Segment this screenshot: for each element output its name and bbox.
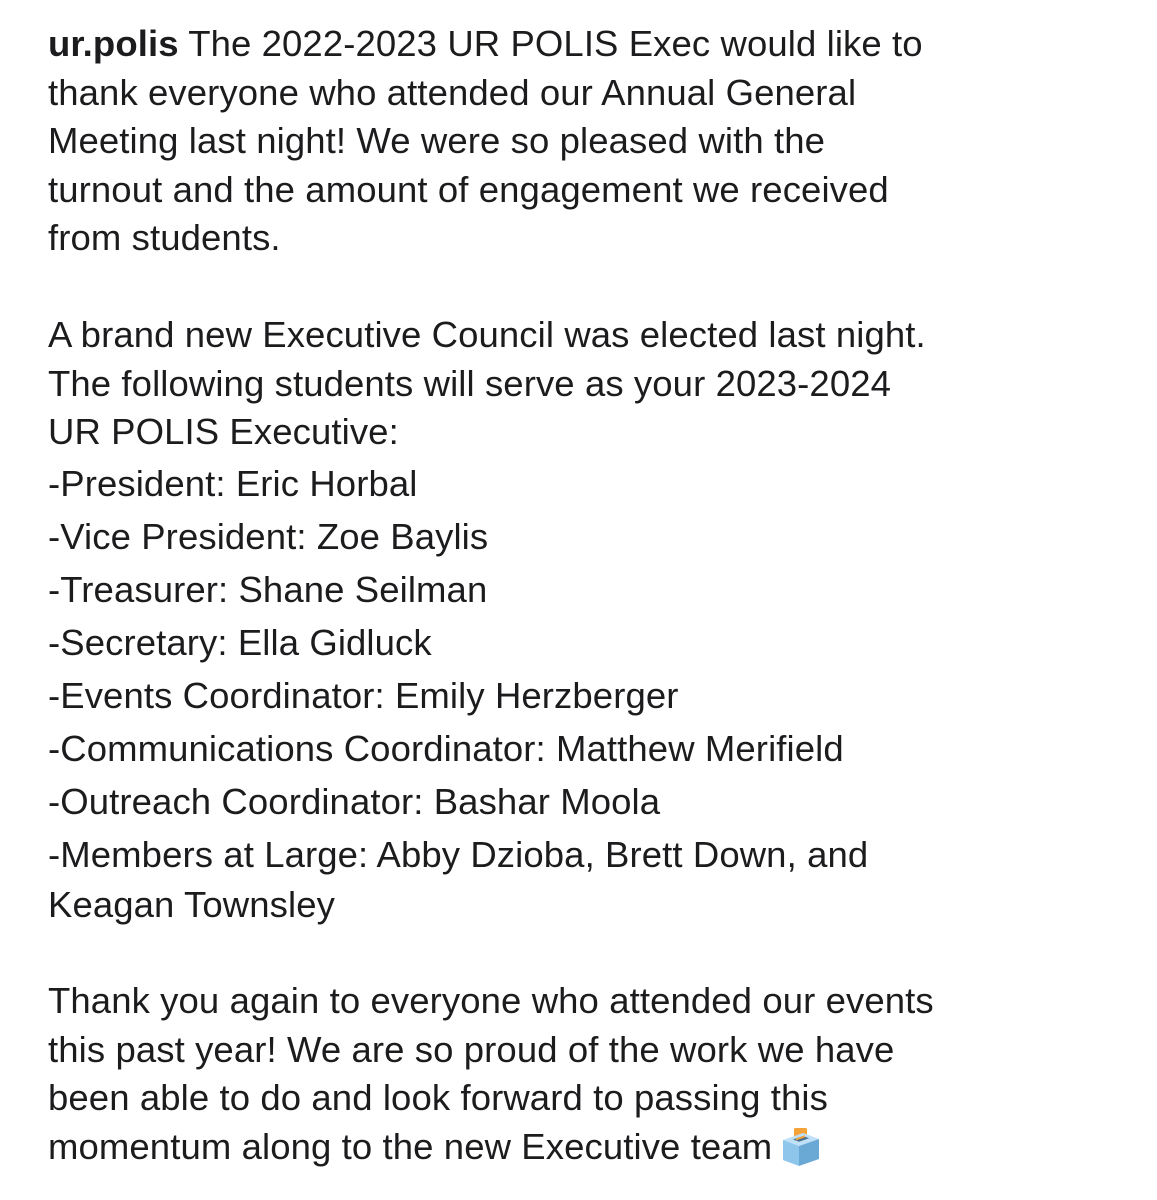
- caption-line: The following students will serve as your 2023-2024: [48, 362, 892, 404]
- username-link[interactable]: ur.polis: [48, 23, 179, 64]
- caption-line: Meeting last night! We were so pleased with the: [48, 120, 826, 161]
- executive-list-item: -Communications Coordinator: Matthew Merifield: [48, 727, 844, 769]
- paragraph-break: [48, 263, 1128, 312]
- caption-line: turnout and the amount of engagement we received: [48, 168, 889, 210]
- caption-line: this past year! We are so proud of the work we have: [48, 1028, 895, 1070]
- caption-line: Thank you again to everyone who attended our events: [48, 980, 934, 1021]
- executive-list-item: -Outreach Coordinator: Bashar Moola: [48, 780, 661, 822]
- caption-line: [48, 20, 1128, 69]
- caption-line: A brand new Executive Council was elected last night.: [48, 314, 926, 355]
- caption-line: been able to do and look forward to passing this: [48, 1077, 828, 1118]
- executive-list-item: -Members at Large: Abby Dzioba, Brett Down, and: [48, 833, 869, 875]
- caption-text: The 2022-2023 UR POLIS Exec would like to: [178, 23, 923, 64]
- executive-list-item: -Vice President: Zoe Baylis: [48, 515, 489, 557]
- caption-line: [48, 1123, 1128, 1172]
- executive-list-item-continued: Keagan Townsley: [48, 883, 335, 925]
- executive-list-item: -President: Eric Horbal: [48, 462, 418, 504]
- caption-line: thank everyone who attended our Annual General: [48, 71, 857, 113]
- caption-line: from students.: [48, 217, 281, 258]
- caption-text: momentum along to the new Executive team: [48, 1125, 773, 1167]
- ballot-box-icon: [780, 1127, 822, 1167]
- executive-list-item: -Treasurer: Shane Seilman: [48, 568, 488, 610]
- post-caption: [48, 20, 1128, 1171]
- paragraph-break: [48, 929, 1128, 977]
- executive-list-item: -Secretary: Ella Gidluck: [48, 621, 432, 663]
- executive-list-item: -Events Coordinator: Emily Herzberger: [48, 674, 679, 716]
- caption-line: UR POLIS Executive:: [48, 411, 399, 452]
